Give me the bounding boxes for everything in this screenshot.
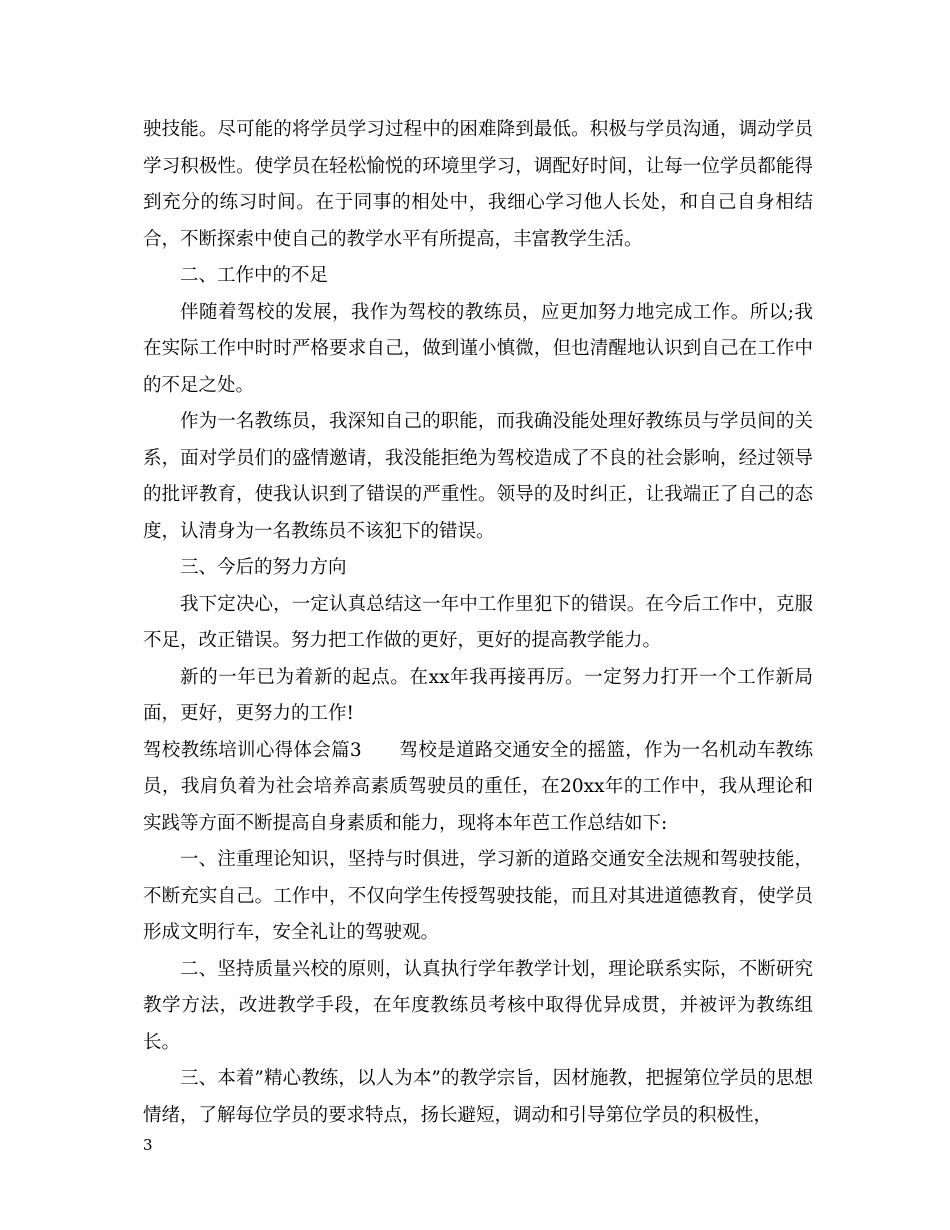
paragraph: 二、坚持质量兴校的原则，认真执行学年教学计划，理论联系实际，不断研究教学方法，改进教学手段，在年度教练员考核中取得优异成贯，并被评为教练组长。 [143,958,813,1053]
paragraph: 驶技能。尽可能的将学员学习过程中的困难降到最低。积极与学员沟通，调动学员学习积极性。使学员在轻松愉悦的环境里学习，调配好时间，让每一位学员都能得到充分的练习时间。在于同事的相处中，我细心学习他人长处，和自己自身相结合，不断探索中使自己的教学水平有所提高，丰富教学生活。 [143,119,813,250]
paragraph: 三、本着”精心教练，以人为本”的教学宗旨，因材施教，把握第位学员的思想情绪，了解每位学员的要求特点，扬长避短，调动和引导第位学员的积极性， [143,1068,813,1126]
paragraph: 一、注重理论知识，坚持与时俱进，学习新的道路交通安全法规和驾驶技能，不断充实自己。工作中，不仅向学生传授驾驶技能，而且对其进道德教育，使学员形成文明行车，安全礼让的驾驶观。 [143,849,813,943]
paragraph: 伴随着驾校的发展，我作为驾校的教练员，应更加努力地完成工作。所以;我在实际工作中时时严格要求自己，做到谨小慎微，但也清醒地认识到自己在工作中的不足之处。 [143,301,813,396]
page-number: 3 [143,1136,153,1154]
section-heading: 三、今后的努力方向 [180,557,347,578]
article-title-paragraph: 驾校教练培训心得体会篇3 驾校是道路交通安全的摇篮，作为一名机动车教练员，我肩负着为社会培养高素质驾驶员的重任，在20xx年的工作中，我从理论和实践等方面不断提高自身素质和能力，现将本年芭工作总结如下: [143,739,813,834]
paragraph: 作为一名教练员，我深知自己的职能，而我确没能处理好教练员与学员间的关系，面对学员们的盛情邀请，我没能拒绝为驾校造成了不良的社会影响，经过领导的批评教育，使我认识到了错误的严重性。领导的及时纠正，让我端正了自己的态度，认清身为一名教练员不该犯下的错误。 [143,411,813,542]
paragraph: 新的一年已为着新的起点。在xx年我再接再厉。一定努力打开一个工作新局面，更好，更努力的工作! [143,666,813,724]
section-heading: 二、工作中的不足 [180,265,329,286]
paragraph: 我下定决心，一定认真总结这一年中工作里犯下的错误。在今后工作中，克服不足，改正错误。努力把工作做的更好，更好的提高教学能力。 [143,593,813,651]
document-body [143,112,813,1134]
